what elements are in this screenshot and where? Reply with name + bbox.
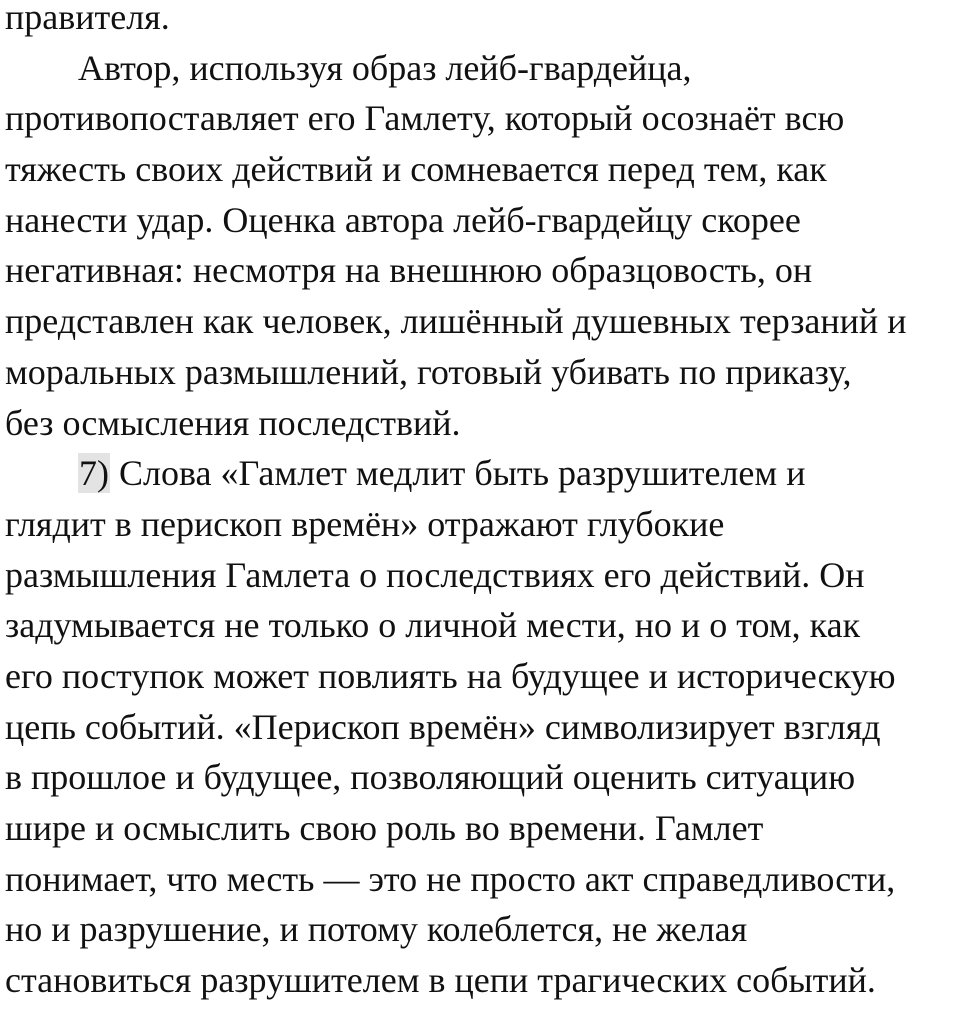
text-line: без осмысления последствий.: [5, 402, 461, 443]
item-number: 7): [79, 453, 109, 494]
text-line: представлен как человек, лишённый душевных терзаний и: [5, 301, 907, 342]
text-line: [5, 448, 906, 499]
document-text: [5, 0, 906, 1006]
text-line: шире и осмыслить свою роль во времени. Гамлет: [5, 808, 764, 848]
text-line: Автор, используя образ лейб-гвардейца,: [78, 47, 692, 88]
text-line: понимает, что месть — это не просто акт справедливости,: [5, 858, 896, 899]
text-line: его поступок может повлиять на будущее и историческую: [5, 655, 896, 696]
text-line: тяжесть своих действий и сомневается перед тем, как: [5, 149, 827, 190]
text-line: размышления Гамлета о последствиях его действий. Он: [5, 554, 865, 595]
text-line-content: Слова «Гамлет медлит быть разрушителем и: [119, 453, 806, 494]
text-line: правителя.: [5, 0, 170, 37]
text-line: негативная: несмотря на внешнюю образцовость, он: [5, 250, 813, 291]
text-line: в прошлое и будущее, позволяющий оценить ситуацию: [5, 757, 856, 798]
text-line: цепь событий. «Перископ времён» символизирует взгляд: [5, 706, 881, 747]
text-line: глядит в перископ времён» отражают глубокие: [5, 503, 725, 544]
text-line: моральных размышлений, готовый убивать по приказу,: [5, 351, 852, 392]
text-line: нанести удар. Оценка автора лейб-гвардейцу скорее: [5, 199, 801, 240]
text-line: но и разрушение, и потому колеблется, не желая: [5, 909, 748, 950]
text-line: противопоставляет его Гамлету, который осознаёт всю: [5, 98, 845, 139]
text-line: становиться разрушителем в цепи трагических событий.: [5, 960, 876, 1001]
text-line: задумывается не только о личной мести, но и о том, как: [5, 605, 861, 646]
